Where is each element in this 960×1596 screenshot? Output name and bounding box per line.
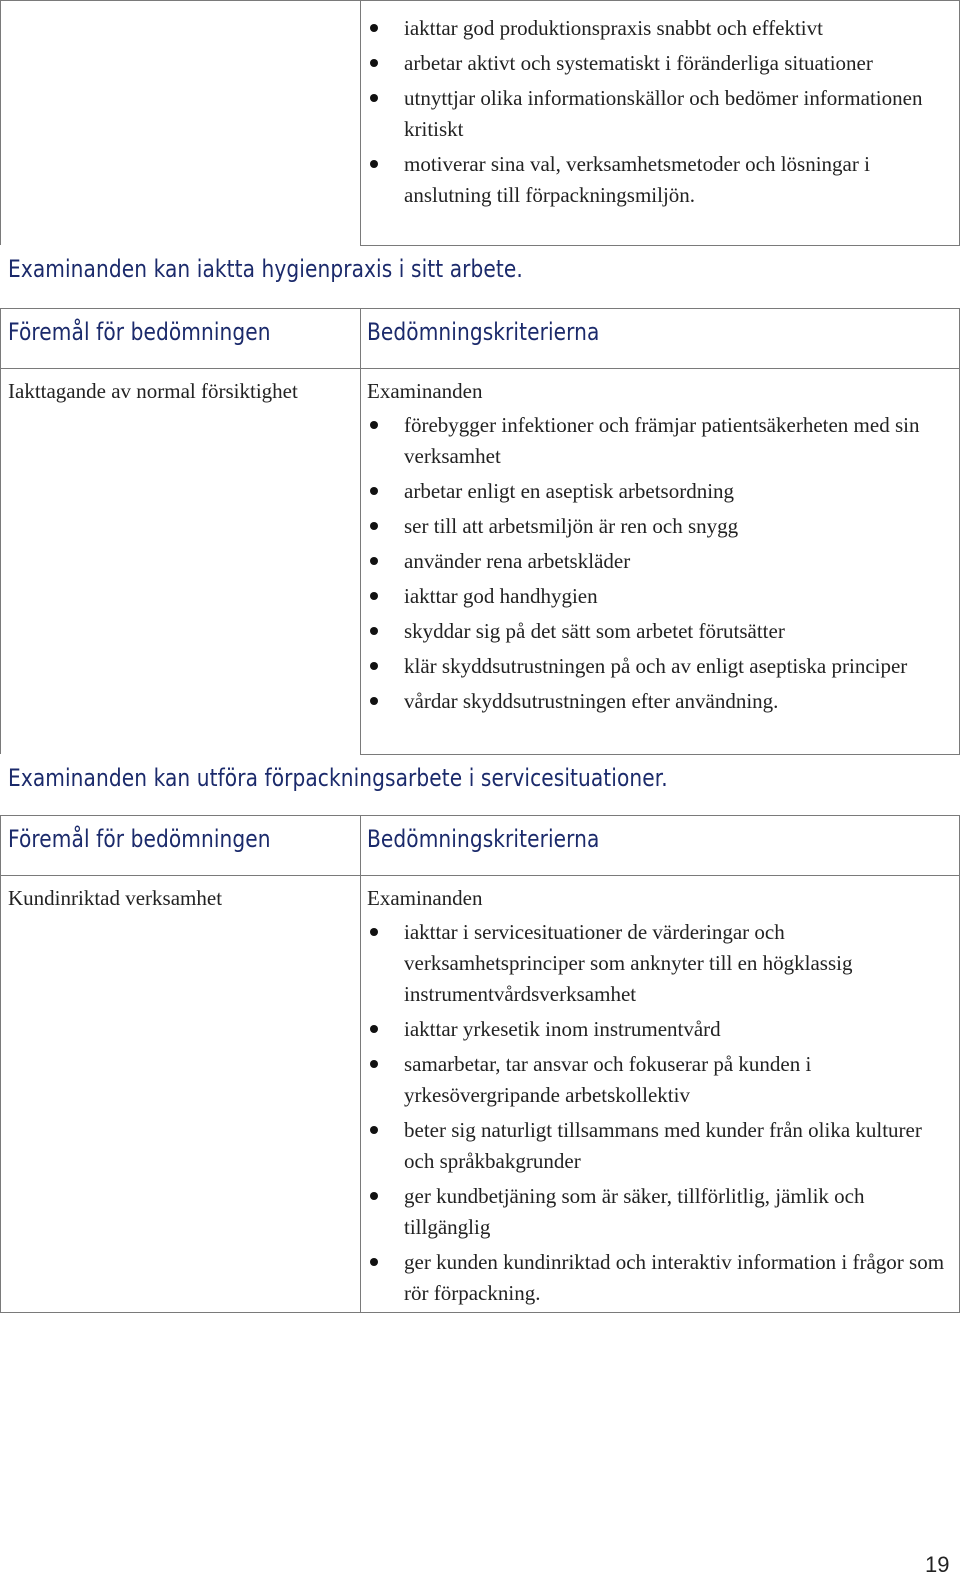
criteria-intro: Examinanden [367, 886, 483, 910]
table-border [0, 1312, 960, 1313]
list-item: skyddar sig på det sätt som arbetet förutsätter [404, 616, 940, 647]
bullet-icon [370, 24, 378, 32]
bullet-icon [370, 557, 378, 565]
list-item: iakttar god produktionspraxis snabbt och effektivt [404, 13, 944, 44]
list-item: motiverar sina val, verksamhetsmetoder och lösningar i anslutning till förpackningsmiljön. [404, 149, 944, 211]
table-border [0, 308, 960, 309]
table-border [360, 754, 960, 755]
table-border [0, 815, 1, 1312]
bullet-icon [370, 592, 378, 600]
criteria-list [404, 917, 950, 1313]
bullet-icon [370, 928, 378, 936]
column-header-criteria: Bedömningskriterierna [367, 825, 600, 853]
list-item: använder rena arbetskläder [404, 546, 940, 577]
list-item: klär skyddsutrustningen på och av enligt aseptiska principer [404, 651, 940, 682]
table-border [0, 875, 960, 876]
section-title: Examinanden kan utföra förpackningsarbete i servicesituationer. [8, 764, 668, 792]
list-item: arbetar aktivt och systematiskt i föränderliga situationer [404, 48, 944, 79]
list-item: iakttar god handhygien [404, 581, 940, 612]
list-item: iakttar yrkesetik inom instrumentvård [404, 1014, 950, 1045]
column-header-subject: Föremål för bedömningen [8, 318, 271, 346]
bullet-icon [370, 1126, 378, 1134]
criteria-intro: Examinanden [367, 379, 483, 403]
criteria-list-top [404, 13, 944, 215]
bullet-icon [370, 1192, 378, 1200]
table-border [0, 0, 1, 245]
list-item: beter sig naturligt tillsammans med kunder från olika kulturer och språkbakgrunder [404, 1115, 950, 1177]
table-border [0, 815, 960, 816]
table-border [360, 815, 361, 1312]
assessment-subject: Kundinriktad verksamhet [8, 886, 223, 910]
bullet-icon [370, 662, 378, 670]
page-number: 19 [925, 1552, 950, 1577]
bullet-icon [370, 627, 378, 635]
table-border [360, 0, 361, 245]
bullet-icon [370, 59, 378, 67]
bullet-icon [370, 1060, 378, 1068]
list-item: ger kundbetjäning som är säker, tillförlitlig, jämlik och tillgänglig [404, 1181, 950, 1243]
column-header-subject: Föremål för bedömningen [8, 825, 271, 853]
list-item: förebygger infektioner och främjar patientsäkerheten med sin verksamhet [404, 410, 940, 472]
column-header-criteria: Bedömningskriterierna [367, 318, 600, 346]
assessment-subject: Iakttagande av normal försiktighet [8, 379, 298, 403]
table-border [0, 308, 1, 754]
bullet-icon [370, 421, 378, 429]
table-border [0, 0, 960, 1]
list-item: iakttar i servicesituationer de värderingar och verksamhetsprinciper som anknyter till en högklassig instrumentvårdsverksamhet [404, 917, 950, 1010]
bullet-icon [370, 522, 378, 530]
bullet-icon [370, 1025, 378, 1033]
bullet-icon [370, 487, 378, 495]
table-border [360, 308, 361, 754]
list-item: utnyttjar olika informationskällor och bedömer informationen kritiskt [404, 83, 944, 145]
table-border [360, 245, 960, 246]
list-item: ser till att arbetsmiljön är ren och snygg [404, 511, 940, 542]
list-item: ger kunden kundinriktad och interaktiv information i frågor som rör förpackning. [404, 1247, 950, 1309]
table-border [0, 368, 960, 369]
bullet-icon [370, 697, 378, 705]
bullet-icon [370, 1258, 378, 1266]
bullet-icon [370, 94, 378, 102]
bullet-icon [370, 160, 378, 168]
list-item: arbetar enligt en aseptisk arbetsordning [404, 476, 940, 507]
list-item: samarbetar, tar ansvar och fokuserar på kunden i yrkesövergripande arbetskollektiv [404, 1049, 950, 1111]
criteria-list [404, 410, 940, 721]
list-item: vårdar skyddsutrustningen efter användning. [404, 686, 940, 717]
section-title: Examinanden kan iaktta hygienpraxis i sitt arbete. [8, 255, 523, 283]
